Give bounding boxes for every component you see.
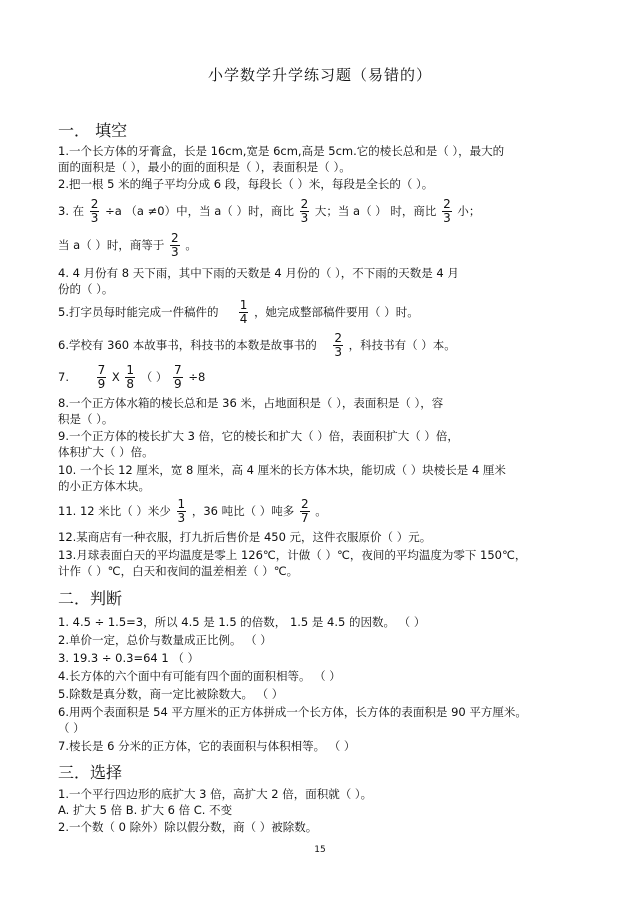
choice-2: 2.一个数（ 0 除外）除以假分数，商（ ）被除数。 bbox=[58, 820, 318, 834]
question-9-line-1: 9.一个正方体的棱长扩大 3 倍，它的棱长和扩大（ ）倍，表面积扩大（ ）倍， bbox=[58, 429, 459, 443]
question-3-line-1: 3. 在 $\frac{2}{3}$ ÷a （a ≠0）中，当 a（ ）时，商比 $\frac{2}{3}$ 大；当 a（ ） 时，商比 $\frac{2}{3}$ 小； bbox=[58, 197, 481, 225]
fraction-seven-ninths: $\frac{7}{9}$ bbox=[97, 363, 106, 391]
fraction-two-thirds: $\frac{2}{3}$ bbox=[90, 197, 99, 225]
section-heading-choice: 三．选择 bbox=[58, 763, 123, 782]
fraction-two-thirds: $\frac{2}{3}$ bbox=[334, 331, 342, 359]
question-11: 11. 12 米比（ ）米少 $\frac{1}{3}$ ，36 吨比（ ）吨多 $\frac{2}{7}$ 。 bbox=[58, 497, 327, 525]
section-heading-fill: 一． 填空 bbox=[58, 121, 128, 140]
fraction-seven-ninths: $\frac{7}{9}$ bbox=[174, 363, 182, 391]
question-2: 2.把一根 5 米的绳子平均分成 6 段，每段长（ ）米，每段是全长的（ ）。 bbox=[58, 177, 434, 191]
fraction-two-thirds: $\frac{2}{3}$ bbox=[171, 231, 179, 259]
choice-1: 1.一个平行四边形的底扩大 3 倍，高扩大 2 倍，面积就（ ）。 bbox=[58, 787, 373, 801]
question-5: 5.打字员每时能完成一件稿件的 $\frac{1}{4}$ ，她完成整部稿件要用（ ）时。 bbox=[58, 298, 419, 326]
fraction-two-sevenths: $\frac{2}{7}$ bbox=[300, 497, 309, 525]
judge-1: 1. 4.5 ÷ 1.5=3，所以 4.5 是 1.5 的倍数， 1.5 是 4.5 的因数。 （ ） bbox=[58, 615, 426, 629]
question-6: 6.学校有 360 本故事书，科技书的本数是故事书的 $\frac{2}{3}$ ，科技书有（ ）本。 bbox=[58, 331, 456, 359]
judge-5: 5.除数是真分数，商一定比被除数大。 （ ） bbox=[58, 687, 284, 701]
question-4-line-2 ind: 份的（ ）。 bbox=[58, 282, 114, 296]
question-10-line-2: 的小正方体木块。 bbox=[58, 479, 150, 493]
judge-2: 2.单价一定，总价与数量成正比例。 （ ） bbox=[58, 633, 272, 647]
judge-6-line-1: 6.用两个表面积是 54 平方厘米的正方体拼成一个长方体，长方体的表面积是 90 平方厘米。 bbox=[58, 705, 527, 719]
judge-7: 7.棱长是 6 分米的正方体，它的表面积与体积相等。 （ ） bbox=[58, 739, 356, 753]
section-heading-judge: 二．判断 bbox=[58, 589, 123, 608]
fraction-two-thirds: $\frac{2}{3}$ bbox=[443, 197, 451, 225]
fraction-two-thirds: $\frac{2}{3}$ bbox=[300, 197, 309, 225]
question-4-line-1: 4. 4 月份有 8 天下雨，其中下雨的天数是 4 月份的（ ），不下雨的天数是 4 月 bbox=[58, 266, 459, 280]
page-title: 小学数学升学练习题（易错的） bbox=[207, 66, 432, 84]
fraction-one-quarter: $\frac{1}{4}$ bbox=[239, 298, 248, 326]
question-12: 12.某商店有一种衣服，打九折后售价是 450 元，这件衣服原价（ ）元。 bbox=[58, 530, 432, 544]
question-3-line-2: 当 a（ ）时，商等于 $\frac{2}{3}$ 。 bbox=[58, 231, 197, 259]
page-number: 15 bbox=[314, 845, 326, 855]
judge-4: 4.长方体的六个面中有可能有四个面的面积相等。 （ ） bbox=[58, 669, 341, 683]
question-9-line-2: 体积扩大（ ）倍。 bbox=[58, 445, 154, 459]
judge-6-line-2: （ ） bbox=[58, 721, 85, 735]
question-10-line-1: 10. 一个长 12 厘米，宽 8 厘米，高 4 厘米的长方体木块，能切成（ ）块棱长是 4 厘米 bbox=[58, 463, 506, 477]
judge-3: 3. 19.3 ÷ 0.3=64 1 （ ） bbox=[58, 651, 200, 665]
question-1-line-2: 面的面积是（ ），最小的面的面积是（ ），表面积是（ ）。 bbox=[58, 160, 351, 174]
question-13-line-2: 计作（ ）℃，白天和夜间的温差相差（ ）℃。 bbox=[58, 564, 299, 578]
fraction-one-eighth: $\frac{1}{8}$ bbox=[126, 363, 135, 391]
question-13-line-1: 13.月球表面白天的平均温度是零上 126℃，计做（ ）℃，夜间的平均温度为零下 150℃， bbox=[58, 548, 527, 562]
choice-1-options: A. 扩大 5 倍 B. 扩大 6 倍 C. 不变 bbox=[58, 803, 233, 817]
fraction-one-third: $\frac{1}{3}$ bbox=[177, 497, 186, 525]
question-8-line-2: 积是（ ）。 bbox=[58, 412, 114, 426]
question-8-line-1: 8.一个正方体水箱的棱长总和是 36 米，占地面积是（ ），表面积是（ ），容 bbox=[58, 396, 444, 410]
question-7: 7. $\frac{7}{9}$ X $\frac{1}{8}$ （ ） $\frac{7}{9}$ ÷8 bbox=[58, 363, 206, 391]
question-1-line-1: 1.一个长方体的牙膏盒，长是 16cm,宽是 6cm,高是 5cm.它的棱长总和是（ ），最大的 bbox=[58, 144, 505, 158]
